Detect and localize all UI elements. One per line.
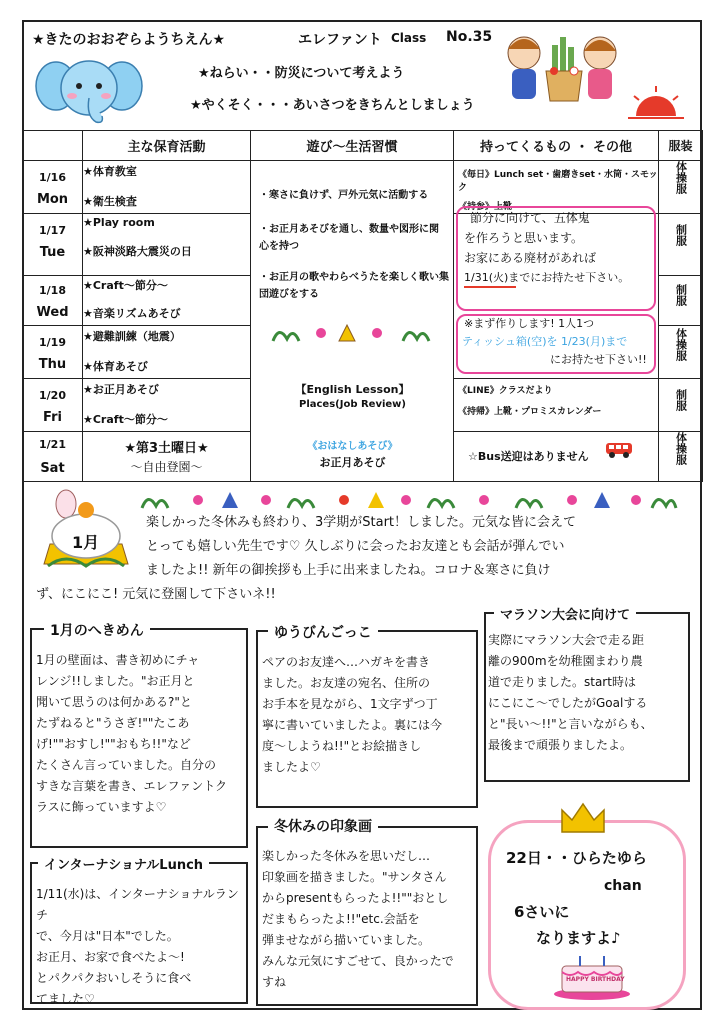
winter-line-5: 弾ませながら描いていました。 [262,933,431,947]
bring-sat-bus: ☆Bus送迎はありません [468,450,589,463]
elephant-illustration [34,50,144,130]
story-play-sub: お正月あそび [319,456,386,469]
aim-text: ★ねらい・・防災について考えよう [198,66,405,81]
activity-mon-1: ★体育教室 [83,165,137,178]
wall-title: 1月のへきめん [44,620,150,640]
date-thu: 1/19 [39,336,66,349]
post-line-6: ましたよ♡ [262,760,321,774]
date-cell-tue [23,214,83,276]
wall-line-7: すきな言葉を書き、エレファントク [36,779,228,793]
lunch-title: インターナショナルLunch [38,854,209,873]
lunch-line-2: で、今月は"日本"でした。 [36,929,179,943]
corner-cell [23,131,83,161]
english-lesson-title: 【English Lesson】 [295,383,410,396]
story-play-title: 《おはなしあそび》 [307,441,398,452]
play-goal-2: ・お正月あそびを通し、数量や図形に関心を持つ [259,224,439,252]
memo-line-3: お家にある廃材があれば [464,251,597,265]
date-sat: 1/21 [39,438,66,451]
kids-kadomatsu-illustration [502,27,622,115]
activity-tue-1: ★Play room [83,216,155,229]
activity-cell-wed [83,276,251,326]
wall-line-2: レンジ!!しました。"お正月と [36,674,195,688]
activity-wed-2: ★音楽リズムあそび [83,307,181,320]
post-text [262,652,476,778]
bring-fri-line: 《LINE》クラスだより [458,386,553,396]
birthday-line-3: 6さいに [514,903,570,921]
date-tue: 1/17 [39,224,66,237]
play-goal-3: ・お正月の歌やわらべうたを楽しく歌い集団遊びをする [259,272,449,300]
dow-tue: Tue [39,245,66,260]
col-header-activities: 主な保育活動 [83,131,251,161]
motif-border-row [138,488,678,512]
weekly-schedule-table [22,130,703,482]
marathon-line-3: 道で走りました。start時は [488,675,636,689]
winter-text [262,846,476,993]
activity-cell-fri [83,379,251,432]
birthday-line-1: 22日・・ひらたゆら [506,849,647,867]
activity-cell-sat [83,432,251,482]
bring-fri-return: 《持帰》上靴・プロミスカレンダー [458,407,602,417]
lunch-line-1: 1/11(水)は、インターナショナルランチ [36,887,239,922]
wall-line-8: ラスに飾っていますよ♡ [36,800,167,814]
marathon-line-6: 最後まで頑張りましたよ。 [488,738,633,752]
date-cell-thu [23,326,83,379]
activity-fri-1: ★お正月あそび [83,383,159,396]
school-name: ★きたのおおぞらようちえん★ [32,32,226,48]
memo-line-1: 節分に向けて、五体鬼 [470,211,590,225]
intro-line-1: 楽しかった冬休みも終わり、3学期がStart！しました。元気な皆に会えて [146,515,577,530]
post-title: ゆうびんごっこ [268,622,378,642]
activity-mon-2: ★衛生検査 [83,195,137,208]
dow-mon: Mon [36,192,69,207]
uniform-cell-tue [659,214,703,276]
new-year-motifs-row [269,321,439,345]
activity-sat-1: ★第3土曜日★ [124,441,209,456]
dow-wed: Wed [36,305,69,320]
marathon-line-1: 実際にマラソン大会で走る距 [488,633,645,647]
activity-thu-1: ★避難訓練（地震） [83,330,181,343]
marathon-line-2: 離の900mを幼稚園まわり農 [488,654,643,668]
uniform-cell-mon [659,161,703,214]
play-cell [251,161,454,482]
crown-icon [558,800,608,836]
winter-line-7: すね [262,975,287,989]
post-line-3: お手本を見ながら、1文字ずつ丁 [262,697,438,711]
dow-thu: Thu [38,357,67,372]
marathon-title: マラソン大会に向けて [494,604,636,623]
lunch-line-4: とパクパクおいしそうに食べ [36,971,192,985]
bring-daily: 《毎日》Lunch set・歯磨きset・水筒・スモック [458,170,658,193]
bring-memo-cell [454,211,659,379]
marathon-text [488,630,688,756]
sunrise-icon [626,84,686,122]
memo-line-6: ティッシュ箱(空)を 1/23(月)まで [462,335,628,348]
lunch-text [36,884,246,1010]
lunch-line-5: てました♡ [36,992,95,1006]
activity-tue-2: ★阪神淡路大震災の日 [83,245,192,258]
activity-fri-2: ★Craft～節分～ [83,413,168,426]
activity-cell-thu [83,326,251,379]
uniform-cell-sat [659,432,703,482]
dow-sat: Sat [40,461,65,476]
uniform-cell-thu [659,326,703,379]
intro-line-4: ず、にこにこ! 元気に登園して下さいネ!! [36,587,276,602]
memo-line-5: ※まず作りします! 1人1つ [464,317,595,330]
winter-line-6: みんな元気にすごせて、良かったで [262,954,454,968]
wall-line-4: たずねると"うさぎ!""たこあ [36,716,190,730]
date-cell-sat [23,432,83,482]
uniform-wed: 制服 [674,284,688,306]
marathon-line-5: と"長い～!!"と言いながらも、 [488,717,653,731]
wall-line-6: たくさん言っていました。自分の [36,758,217,772]
date-wed: 1/18 [39,284,66,297]
class-label: Class [391,31,427,45]
activity-wed-1: ★Craft～節分～ [83,279,168,292]
winter-line-1: 楽しかった冬休みを思いだし… [262,849,431,863]
activity-cell-tue [83,214,251,276]
uniform-cell-wed [659,276,703,326]
month-badge-label: 1月 [72,533,100,552]
birthday-line-4: なりますよ♪ [536,929,621,947]
winter-line-2: 印象画を描きました。"サンタさん [262,870,447,884]
english-lesson-sub: Places(Job Review) [299,399,406,410]
uniform-sat: 体操服 [674,432,688,465]
uniform-fri: 制服 [674,389,688,411]
bus-icon [604,441,634,459]
memo-line-4: 1/31(火)までにお持たせ下さい。 [464,271,630,284]
memo-date-underline [464,286,516,288]
activity-cell-mon [83,161,251,214]
memo-line-2: を作ろうと思います。 [464,231,584,245]
date-mon: 1/16 [39,171,66,184]
dow-fri: Fri [43,410,62,425]
play-goal-1: ・寒さに負けず、戸外元気に活動する [259,190,429,201]
intro-line-2: とっても嬉しい先生です♡ 久しぶりに会ったお友達とも会話が弾んでい [146,539,565,554]
intro-line-3: ましたよ!! 新年の御挨拶も上手に出来ましたね。コロナ＆寒さに負け [146,563,551,578]
cake-text: HAPPY BIRTHDAY [566,976,625,983]
marathon-line-4: にこにこ～でしたがGoalする [488,696,648,710]
post-line-2: ました。お友達の宛名、住所の [262,676,431,690]
col-header-uniform: 服装 [659,131,703,161]
wall-line-5: げ!""おすし!""おもち!!"など [36,737,191,751]
winter-line-3: からpresentもらったよ!!""おとし [262,891,449,905]
wall-text [36,650,246,818]
post-line-4: 寧に書いていましたよ。裏には今 [262,718,443,732]
uniform-cell-fri [659,379,703,432]
promise-text: ★やくそく・・・あいさつをきちんとしましょう [190,98,475,113]
activity-sat-2: ～自由登園～ [130,460,203,474]
col-header-bring: 持ってくるもの ・ その他 [454,131,659,161]
date-fri: 1/20 [39,389,66,402]
winter-title: 冬休みの印象画 [268,816,378,836]
bring-mon-shoes: 《持参》上靴 [458,202,513,212]
date-cell-mon [23,161,83,214]
date-cell-fri [23,379,83,432]
class-name: エレファント [298,32,382,48]
lunch-line-3: お正月、お家で食べたよ～! [36,950,185,964]
wall-line-3: 聞いて思うのは何かある?"と [36,695,192,709]
memo-line-7: にお持たせ下さい!! [550,353,647,366]
uniform-mon: 体操服 [674,161,688,194]
col-header-play: 遊び～生活習慣 [251,131,454,161]
uniform-tue: 制服 [674,224,688,246]
wall-line-1: 1月の壁面は、書き初めにチャ [36,653,200,667]
date-cell-wed [23,276,83,326]
activity-thu-2: ★体育あそび [83,360,148,373]
birthday-line-2: chan [604,878,642,894]
issue-number: No.35 [446,29,493,45]
uniform-thu: 体操服 [674,328,688,361]
post-line-5: 度～しようね!!"とお絵描きし [262,739,422,753]
bring-cell-fri [454,379,659,432]
winter-line-4: だまもらったよ!!"etc.会話を [262,912,420,926]
post-line-1: ペアのお友達へ…ハガキを書き [262,655,431,669]
